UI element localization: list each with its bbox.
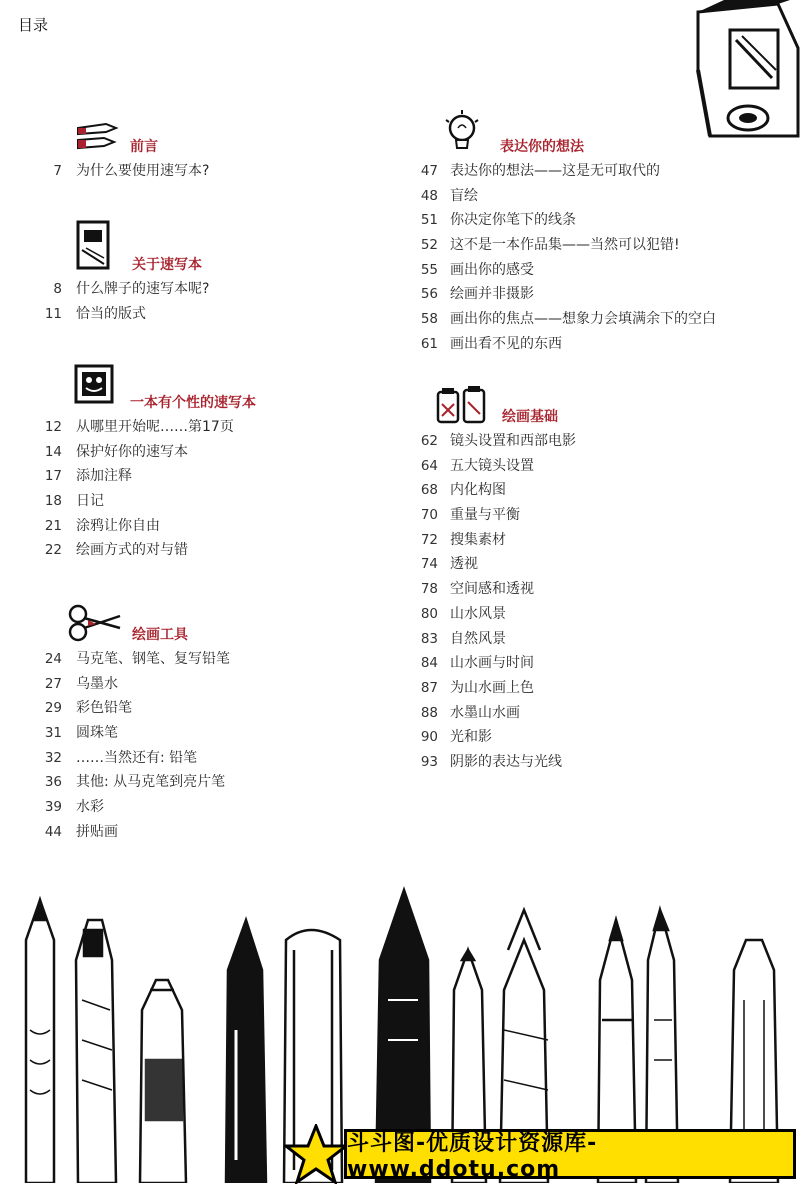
toc-entry[interactable] — [40, 722, 370, 747]
entry-title: 彩色铅笔 — [76, 700, 132, 717]
entry-title: 重量与平衡 — [450, 507, 520, 524]
section-title: 表达你的想法 — [500, 139, 584, 155]
entry-title: 这不是一本作品集——当然可以犯错! — [450, 237, 680, 254]
page-number: 58 — [420, 311, 438, 328]
toc-entry[interactable] — [414, 529, 794, 554]
page-title: 目录 — [18, 16, 49, 34]
toc-entry[interactable] — [414, 234, 794, 259]
page-number: 72 — [420, 531, 438, 548]
entry-title: 恰当的版式 — [76, 305, 146, 322]
toc-entry[interactable] — [40, 441, 370, 466]
entry-title: 光和影 — [450, 729, 492, 746]
entry-title: 内化构图 — [450, 482, 506, 499]
entry-title: 搜集素材 — [450, 531, 506, 548]
toc-entry[interactable] — [40, 697, 370, 722]
page-number: 31 — [44, 725, 62, 742]
watermark-banner — [344, 1129, 796, 1182]
smiley-book-icon — [72, 362, 120, 410]
section-title: 前言 — [130, 139, 158, 155]
entry-title: 盲绘 — [450, 187, 478, 204]
entry-title: 画出你的感受 — [450, 261, 534, 278]
page-number: 17 — [44, 468, 62, 485]
section-title: 一本有个性的速写本 — [130, 395, 256, 411]
page-number: 88 — [420, 704, 438, 721]
scissors-icon — [66, 602, 122, 642]
toc-entry[interactable] — [414, 430, 794, 455]
page-number: 68 — [420, 482, 438, 499]
entry-title: 从哪里开始呢……第17页 — [76, 419, 234, 435]
lightbulb-icon — [442, 110, 486, 156]
page-number: 39 — [44, 799, 62, 816]
entry-title: 表达你的想法——这是无可取代的 — [450, 163, 660, 179]
entry-title: 透视 — [450, 556, 478, 573]
section-drawing-basics — [414, 384, 794, 776]
entry-title: 水墨山水画 — [450, 704, 520, 721]
toc-entry[interactable] — [414, 677, 794, 702]
toc-entry[interactable] — [414, 726, 794, 751]
entry-title: 涂鸦让你自由 — [76, 517, 160, 534]
toc-entry[interactable] — [414, 185, 794, 210]
toc-entry[interactable] — [40, 465, 370, 490]
section-personal-sketchbook — [40, 362, 370, 564]
page-number: 90 — [420, 729, 438, 746]
page-number: 56 — [420, 286, 438, 303]
page-number: 44 — [44, 823, 62, 840]
entry-title: 自然风景 — [450, 630, 506, 647]
entry-title: 阴影的表达与光线 — [450, 753, 562, 770]
toc-entry[interactable] — [40, 515, 370, 540]
entry-title: 日记 — [76, 493, 104, 510]
page-number: 78 — [420, 581, 438, 598]
page-number: 21 — [44, 517, 62, 534]
toc-entry[interactable] — [414, 160, 794, 185]
page-number: 52 — [420, 237, 438, 254]
entry-title: 其他: 从马克笔到亮片笔 — [76, 774, 226, 791]
toc-entry[interactable] — [414, 553, 794, 578]
entry-title: 空间感和透视 — [450, 581, 534, 598]
toc-entry[interactable] — [40, 771, 370, 796]
toc-entry[interactable] — [414, 209, 794, 234]
page-number: 74 — [420, 556, 438, 573]
page-number: 48 — [420, 187, 438, 204]
page-number: 70 — [420, 507, 438, 524]
toc-entry[interactable] — [414, 308, 794, 333]
toc-entry[interactable] — [414, 603, 794, 628]
toc-entry[interactable] — [40, 416, 370, 441]
page-number: 64 — [420, 457, 438, 474]
toc-entry[interactable] — [40, 673, 370, 698]
entry-title: 为山水画上色 — [450, 679, 534, 696]
pencils-icon — [74, 114, 120, 154]
section-about-sketchbook — [40, 220, 370, 327]
entry-title: ……当然还有: 铅笔 — [76, 749, 198, 766]
page-number: 87 — [420, 679, 438, 696]
toc-entry[interactable] — [414, 504, 794, 529]
page-number: 29 — [44, 700, 62, 717]
toc-entry[interactable] — [414, 751, 794, 776]
page-number: 18 — [44, 493, 62, 510]
page-number: 11 — [44, 305, 62, 322]
page-number: 22 — [44, 542, 62, 559]
page-number: 24 — [44, 651, 62, 667]
section-title: 绘画工具 — [132, 627, 188, 643]
entry-title: 乌墨水 — [76, 675, 118, 692]
section-preface — [40, 114, 370, 185]
page-number: 27 — [44, 675, 62, 692]
watermark-text: 斗斗图-优质设计资源库-www.ddotu.com — [347, 1131, 598, 1182]
entry-title: 山水风景 — [450, 605, 506, 622]
section-title: 绘画基础 — [502, 409, 558, 425]
page-number: 36 — [44, 774, 62, 791]
section-title: 关于速写本 — [132, 257, 202, 273]
entry-title: 圆珠笔 — [76, 725, 118, 742]
entry-title: 你决定你笔下的线条 — [450, 212, 576, 229]
entry-title: 添加注释 — [76, 468, 132, 485]
section-express-ideas — [414, 110, 794, 358]
toc-entry[interactable] — [414, 479, 794, 504]
entry-title: 拼贴画 — [76, 823, 118, 840]
section-drawing-tools — [40, 602, 370, 846]
entry-title: 为什么要使用速写本? — [76, 163, 210, 179]
page-number: 83 — [420, 630, 438, 647]
entry-title: 绘画并非摄影 — [450, 286, 534, 303]
page-number: 8 — [53, 281, 62, 297]
toc-entry[interactable] — [40, 539, 370, 564]
paint-pots-icon — [434, 384, 490, 426]
page-number: 84 — [420, 655, 438, 672]
page-number: 51 — [420, 212, 438, 229]
page-number: 93 — [420, 753, 438, 770]
toc-entry[interactable] — [40, 278, 370, 303]
entry-title: 镜头设置和西部电影 — [450, 433, 576, 449]
page-number: 55 — [420, 261, 438, 278]
toc-entry[interactable] — [40, 160, 370, 185]
entry-title: 什么牌子的速写本呢? — [76, 281, 210, 297]
page-number: 32 — [44, 749, 62, 766]
page-number: 62 — [420, 433, 438, 449]
star-icon — [284, 1124, 348, 1184]
toc-entry[interactable] — [414, 702, 794, 727]
toc-entry[interactable] — [414, 652, 794, 677]
entry-title: 马克笔、钢笔、复写铅笔 — [76, 651, 230, 667]
toc-entry[interactable] — [414, 578, 794, 603]
toc-entry[interactable] — [40, 303, 370, 328]
sketchbook-icon — [74, 220, 114, 274]
toc-entry[interactable] — [414, 283, 794, 308]
toc-entry[interactable] — [40, 648, 370, 673]
entry-title: 绘画方式的对与错 — [76, 542, 188, 559]
toc-entry[interactable] — [414, 455, 794, 480]
entry-title: 水彩 — [76, 799, 104, 816]
toc-entry[interactable] — [414, 333, 794, 358]
toc-entry[interactable] — [414, 628, 794, 653]
entry-title: 五大镜头设置 — [450, 457, 534, 474]
entry-title: 画出你的焦点——想象力会填满余下的空白 — [450, 311, 716, 328]
entry-title: 山水画与时间 — [450, 655, 534, 672]
entry-title: 画出看不见的东西 — [450, 335, 562, 352]
page-number: 61 — [420, 335, 438, 352]
toc-entry[interactable] — [40, 821, 370, 846]
page-number: 80 — [420, 605, 438, 622]
toc-entry[interactable] — [40, 490, 370, 515]
toc-entry[interactable] — [40, 747, 370, 772]
toc-entry[interactable] — [40, 796, 370, 821]
page-number: 7 — [53, 163, 62, 179]
page-number: 47 — [420, 163, 438, 179]
toc-entry[interactable] — [414, 259, 794, 284]
page-number: 12 — [44, 419, 62, 435]
page-number: 14 — [44, 443, 62, 460]
entry-title: 保护好你的速写本 — [76, 443, 188, 460]
